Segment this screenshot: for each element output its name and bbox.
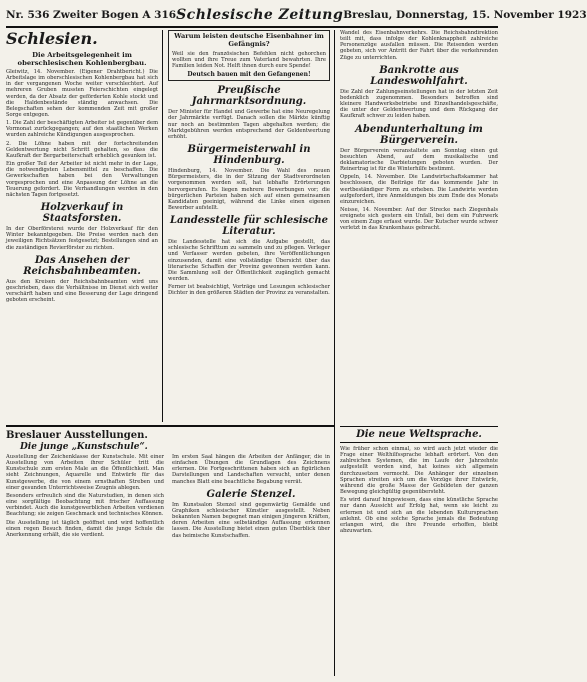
lower-column-left	[6, 454, 164, 669]
column-3	[340, 30, 498, 422]
article-heading: Abendunterhaltung im Bürgerverein.	[355, 123, 483, 146]
article-paragraph: Neisse, 14. November. Auf der Strecke nach Ziegenhals ereignete sich gestern ein Unfall, bei dem ein Fuhrwerk von einem Zuge erfasst wurde. Der Kutscher wurde schwer verletzt in das Krankenhaus gebracht.	[340, 206, 498, 232]
article-paragraph: Der Minister für Handel und Gewerbe hat eine Neuregelung der Jahrmärkte verfügt. Danach sollen die Märkte künftig nur noch an bestimmten Tagen abgehalten werden; die Marktgebühren werden entsprechend der Geldentwertung erhöht.	[168, 109, 330, 140]
article-paragraph: Ein großer Teil der Arbeiter ist nicht mehr in der Lage, die notwendigsten Lebensmittel zu beschaffen. Die Gewerkschaften haben bei den Verwaltungen vorgesprochen und eine Anpassung der Löhne an die Teuerung gefordert. Die Verhandlungen werden in den nächsten Tagen fortgesetzt.	[6, 161, 158, 198]
article-paragraph: Gleiwitz, 14. November. (Eigener Drahtbericht.) Die Arbeitslage im oberschlesischen Kohlenbergbau hat sich in der vergangenen Woche weiter verschlechtert. Auf mehreren Gruben mussten Feierschichten eingelegt werden, da der Absatz der geförderten Kohle stockt und die Haldenbestände ständig anwachsen. Die Belegschaften sehen der kommenden Zeit mit großer Sorge entgegen.	[6, 68, 158, 118]
column-rule	[162, 30, 163, 422]
article-paragraph: Der Bürgerverein veranstaltete am Sonntag einen gut besuchten Abend, auf dem musikalische und deklamatorische Darbietungen geboten wurden. Der Reinertrag ist für die Winterhilfe bestimmt.	[340, 147, 498, 173]
newspaper-title: Schlesische Zeitung	[176, 7, 344, 23]
article-paragraph: Die Landesstelle hat sich die Aufgabe gestellt, das schlesische Schrifttum zu sammeln und zu pflegen. Verleger und Verfasser werden gebeten, ihre Veröffentlichungen einzusenden, damit eine vollständige Übersicht über das literarische Schaffen der Provinz gewonnen werden kann. Die Sammlung soll der Öffentlichkeit zugänglich gemacht werden.	[168, 239, 330, 283]
article-paragraph: Wandel des Eisenbahnverkehrs. Die Reichsbahndirektion teilt mit, dass infolge der Kohlenknappheit zahlreiche Personenzüge ausfallen müssen. Die Reisenden werden gebeten, sich vor Antritt der Fahrt über die verkehrenden Züge zu unterrichten.	[340, 30, 498, 61]
appeal-title: Warum leisten deutsche Eisenbahner im Gefängnis?	[174, 32, 324, 48]
article-paragraph: Wie früher schon einmal, so wird auch jetzt wieder die Frage einer Welthilfssprache lebhaft erörtert. Von den zahlreichen Systemen, die im Laufe der Jahrzehnte aufgestellt worden sind, hat keines sich allgemein durchzusetzen vermocht. Die Anhänger der einzelnen Sprachen streiten sich um die Vorzüge ihrer Entwürfe, während die große Masse der Gebildeten der ganzen Bewegung gleichgültig gegenübersteht.	[340, 446, 498, 496]
article-paragraph: Es wird darauf hingewiesen, dass eine künstliche Sprache nur dann Aussicht auf Erfolg hat, wenn sie leicht zu erlernen ist und sich an die lebenden Kultursprachen anlehnt. Ob eine solche Sprache jemals die Bedeutung erlangen wird, die ihre Freunde erhoffen, bleibt abzuwarten.	[340, 497, 498, 535]
article-paragraph: In der Oberförsterei wurde der Holzverkauf für den Winter bekanntgegeben. Die Preise werden nach den jeweiligen Richtsätzen festgesetzt; Bestellungen sind an die zuständigen Revierförster zu richten.	[6, 226, 158, 251]
lower-section	[6, 430, 330, 676]
section-rule	[6, 425, 334, 427]
article-heading: Preußische Jahrmarktsordnung.	[191, 85, 307, 108]
article-heading: Holzverkauf in Staatsforsten.	[40, 202, 124, 225]
article-paragraph: Ferner ist beabsichtigt, Vorträge und Lesungen schlesischer Dichter in den größeren Städten der Provinz zu veranstalten.	[168, 284, 330, 297]
feuilleton-column	[340, 426, 498, 676]
section-headline: Schlesien.	[6, 29, 98, 48]
article-heading: Bürgermeisterwahl in Hindenburg.	[187, 144, 311, 167]
article-subhead: Die Arbeitsgelegenheit im oberschlesischen Kohlenbergbau.	[17, 50, 147, 67]
appeal-footer: Deutsch bauen mit den Gefangenen!	[187, 71, 311, 79]
column-rule	[334, 30, 335, 676]
article-paragraph: Ausstellung der Zeichenklasse der Kunstschule. Mit einer Ausstellung von Arbeiten ihrer Schüler tritt die Kunstschule zum ersten Male an die Öffentlichkeit. Man sieht Zeichnungen, Aquarelle und Entwürfe für das Kunstgewerbe, die von einem ernsthaften Streben und einer gesunden Unterrichtsweise Zeugnis ablegen.	[6, 454, 164, 491]
appeal-text: Weil sie den französischen Befehlen nicht gehorchen wollten und ihre Treue zum Vaterland bewahrten. Ihre Familien leiden Not. Helft ihnen durch eure Spende!	[172, 50, 326, 70]
masthead	[6, 4, 587, 28]
issue-date: Breslau, Donnerstag, 15. November 1923	[343, 9, 587, 21]
article-heading: Galerie Stenzel.	[206, 488, 296, 500]
appeal-box	[168, 30, 330, 81]
article-paragraph: 2. Die Löhne haben mit der fortschreitenden Geldentwertung nicht Schritt gehalten, so dass die Kaufkraft der Bergarbeiterschaft erheblich gesunken ist.	[6, 140, 158, 159]
article-heading: Das Ansehen der Reichsbahnbeamten.	[23, 254, 141, 277]
column-1	[6, 30, 158, 422]
lower-column-right	[172, 454, 330, 669]
lower-section-subhead: Die junge „Kunstschule“.	[20, 442, 148, 452]
article-paragraph: Im ersten Saal hängen die Arbeiten der Anfänger, die in einfachen Übungen die Grundlagen des Zeichnens erlernen. Die Fortgeschrittenen haben sich an figürlichen Darstellungen und Landschaften versucht, unter denen manches Blatt eine beachtliche Begabung verrät.	[172, 454, 330, 485]
article-paragraph: Besonders erfreulich sind die Naturstudien, in denen sich eine sorgfältige Beobachtung mit frischer Auffassung verbindet. Auch die kunstgewerblichen Arbeiten verdienen Beachtung; sie zeigen Geschmack und technisches Können.	[6, 492, 164, 518]
article-paragraph: Oppeln, 14. November. Die Landwirtschaftskammer hat beschlossen, die Beiträge für das kommende Jahr in wertbeständiger Form zu erheben. Die Landwirte werden aufgefordert, ihre Anmeldungen bis zum Ende des Monats einzureichen.	[340, 174, 498, 205]
article-paragraph: Die Ausstellung ist täglich geöffnet und wird hoffentlich einen regen Besuch finden, damit die junge Schule die Anerkennung erhält, die sie verdient.	[6, 519, 164, 538]
article-paragraph: 1. Die Zahl der beschäftigten Arbeiter ist gegenüber dem Vormonat zurückgegangen; auf den staatlichen Werken wurden zahlreiche Kündigungen ausgesprochen.	[6, 120, 158, 139]
article-paragraph: Hindenburg, 14. November. Die Wahl des neuen Bürgermeisters, die in der Sitzung der Stadtverordneten vorgenommen werden soll, hat lebhafte Erörterungen hervorgerufen. Es liegen mehrere Bewerbungen vor; die bürgerlichen Parteien haben sich auf einen gemeinsamen Kandidaten geeinigt, während die Linke einen eigenen Bewerber aufstellt.	[168, 168, 330, 211]
article-heading: Bankrotte aus Landeswohlfahrt.	[370, 64, 468, 87]
issue-number: Nr. 536 Zweiter Bogen A 316	[6, 9, 177, 21]
lower-columns	[6, 454, 330, 669]
article-paragraph: Die Zahl der Zahlungseinstellungen hat in der letzten Zeit bedenklich zugenommen. Besonders betroffen sind kleinere Handwerksbetriebe und Einzelhandelsgeschäfte, die unter der Geldentwertung und dem Rückgang der Kaufkraft schwer zu leiden haben.	[340, 88, 498, 120]
article-paragraph: Aus den Kreisen der Reichsbahnbeamten wird uns geschrieben, dass die Verhältnisse im Dienst sich weiter verschärft haben und eine Besserung der Lage dringend geboten erscheint.	[6, 278, 158, 304]
column-2	[168, 30, 330, 422]
article-paragraph: Im Kunstsalon Stenzel sind gegenwärtig Gemälde und Graphiken schlesischer Künstler ausgestellt. Neben bekannten Namen begegnet man einigen jüngeren Kräften, deren Arbeiten eine selbständige Auffassung erkennen lassen. Die Ausstellung bietet einen guten Überblick über das heimische Kunstschaffen.	[172, 501, 330, 539]
feuilleton-heading: Die neue Weltsprache.	[340, 426, 498, 443]
lower-section-heading: Breslauer Ausstellungen.	[6, 430, 148, 441]
article-heading: Landesstelle für schlesische Literatur.	[169, 215, 329, 238]
